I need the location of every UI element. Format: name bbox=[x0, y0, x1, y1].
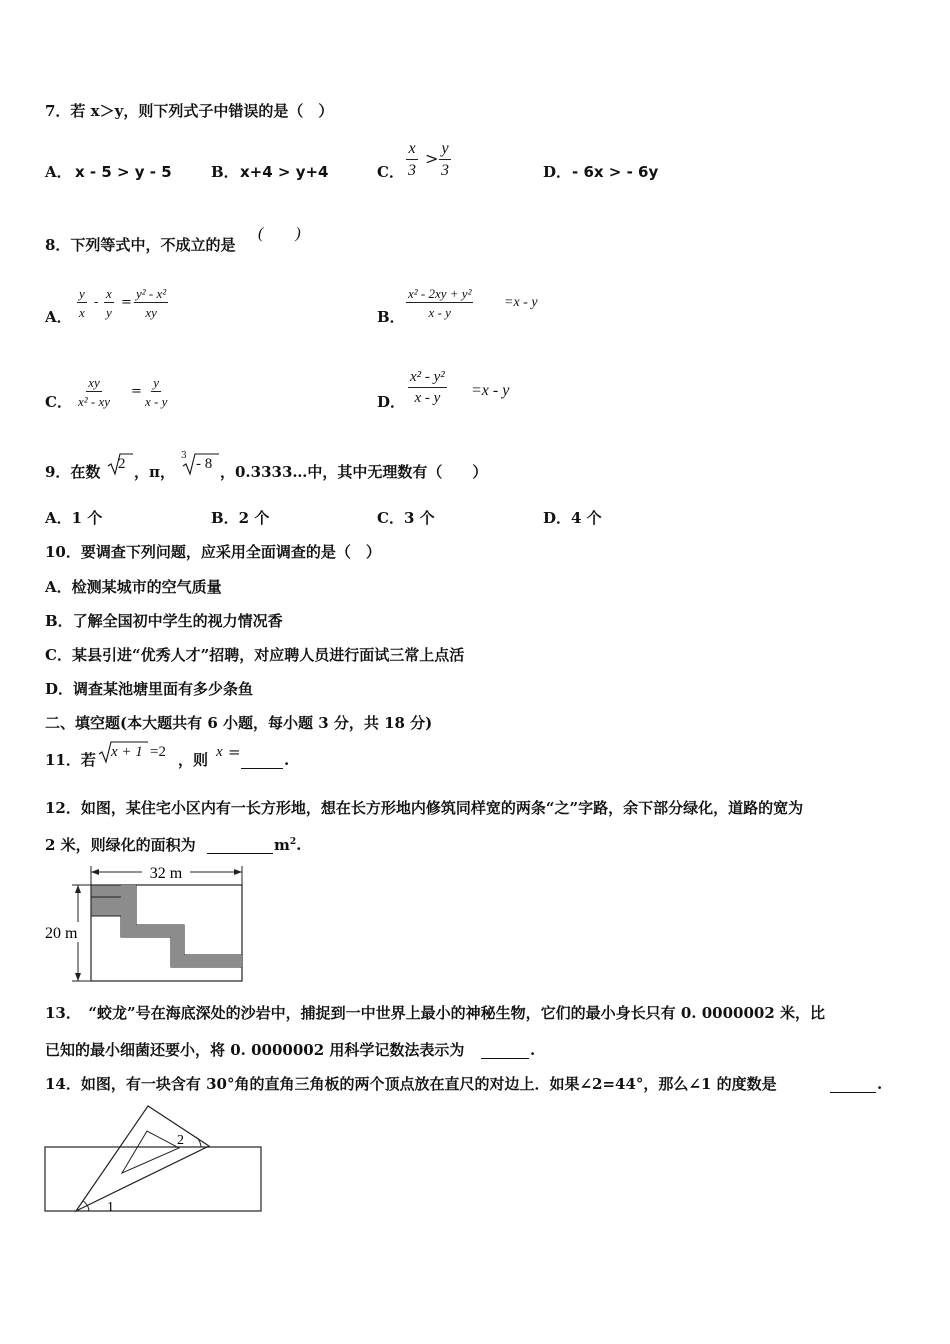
q7-c-fraction-2 bbox=[439, 141, 451, 179]
q11-eq: =2 bbox=[150, 744, 166, 760]
q12-unit bbox=[274, 838, 301, 853]
q9-pi: ，π， bbox=[134, 463, 175, 481]
q7-option-b: x+4 > y+4 bbox=[240, 163, 329, 181]
q14-stem: 14．如图，有一块含有 30°角的直角三角板的两个顶点放在直尺的对边上．如果∠2=44°，那么∠1 的度数是 bbox=[45, 1075, 777, 1093]
q9-sqrt2-radicand: 2 bbox=[118, 456, 126, 472]
q8-d-den: x - y bbox=[414, 390, 441, 406]
q8-a-frac3 bbox=[134, 287, 168, 319]
q13-line1: 13． “蛟龙”号在海底深处的沙岩中，捕捉到一中世界上最小的神秘生物，它们的最小身长只有 0. 0000002 米，比 bbox=[45, 1004, 826, 1022]
q11-x: x bbox=[216, 744, 223, 760]
q7-stem: 7．若 x＞y，则下列式子中错误的是（ ） bbox=[45, 102, 334, 120]
height-arrow-top bbox=[75, 885, 81, 893]
q12-figure bbox=[44, 864, 249, 986]
q8-paren: ( ) bbox=[258, 225, 301, 242]
q9-option-c: C．3 个 bbox=[377, 509, 435, 527]
q10-option-d: D．调查某池塘里面有多少条鱼 bbox=[45, 680, 254, 698]
q14-figure bbox=[44, 1104, 264, 1216]
height-label: 20 m bbox=[45, 925, 78, 942]
q7-c-op: > bbox=[425, 149, 439, 168]
q8-a-d3: xy bbox=[145, 305, 157, 320]
q12-line1: 12．如图，某住宅小区内有一长方形地，想在长方形地内修筑同样宽的两条“之”字路，余下部分绿化，道路的宽为 bbox=[45, 799, 804, 817]
q13-end: . bbox=[530, 1041, 536, 1059]
q10-option-c: C．某县引进“优秀人才”招聘，对应聘人员进行面试三常上点活 bbox=[45, 646, 465, 664]
q8-b-rhs: =x - y bbox=[504, 295, 538, 310]
q8-option-b-label: B． bbox=[377, 308, 405, 326]
q8-a-d1: x bbox=[79, 305, 85, 320]
q8-c-n2: y bbox=[153, 375, 160, 390]
q7-c-num1: x bbox=[406, 141, 417, 160]
q7-option-a-label: A． bbox=[45, 163, 72, 181]
q11-mid: ，则 bbox=[178, 751, 209, 769]
q8-a-n1: y bbox=[79, 286, 85, 301]
q8-a-frac2 bbox=[104, 287, 114, 319]
q8-c-d1: x² - xy bbox=[78, 394, 111, 409]
q8-stem: 8．下列等式中，不成立的是 bbox=[45, 236, 236, 254]
q8-a-d2: y bbox=[106, 305, 112, 320]
q7-option-c-label: C． bbox=[377, 163, 404, 181]
q8-d-num: x² - y² bbox=[408, 370, 447, 388]
q11-end: . bbox=[284, 751, 290, 769]
q9-prefix: 9．在数 bbox=[45, 463, 101, 481]
q8-a-frac1 bbox=[77, 287, 87, 319]
q12-answer-blank[interactable] bbox=[207, 838, 273, 854]
q8-c-frac1 bbox=[76, 376, 112, 408]
q13-answer-blank[interactable] bbox=[481, 1043, 529, 1059]
q9-option-d: D．4 个 bbox=[543, 509, 602, 527]
q8-c-frac2 bbox=[143, 376, 169, 408]
q7-option-a: x - 5 > y - 5 bbox=[75, 163, 172, 181]
q8-option-c-label: C． bbox=[45, 393, 72, 411]
q10-stem: 10．要调查下列问题，应采用全面调查的是（ ） bbox=[45, 543, 381, 561]
q7-c-den2: 3 bbox=[441, 162, 449, 179]
q12-line2: 2 米，则绿化的面积为 bbox=[45, 836, 196, 854]
q8-c-eq: = bbox=[131, 384, 142, 399]
q12-end: . bbox=[296, 836, 302, 854]
q8-a-n2: x bbox=[106, 286, 112, 301]
ruler bbox=[45, 1147, 261, 1211]
q11-radicand: x + 1 bbox=[111, 744, 143, 760]
q8-a-minus: - bbox=[94, 295, 99, 310]
q8-option-d-label: D． bbox=[377, 393, 406, 411]
q7-c-fraction-1 bbox=[406, 141, 418, 179]
width-arrow-right bbox=[234, 869, 242, 875]
q11-answer-blank[interactable] bbox=[241, 753, 283, 769]
q10-option-a: A．检测某城市的空气质量 bbox=[45, 578, 222, 596]
q13-line2: 已知的最小细菌还要小，将 0. 0000002 用科学记数法表示为 bbox=[45, 1041, 465, 1059]
q14-end: . bbox=[877, 1075, 883, 1093]
q9-cbrt-radicand: - 8 bbox=[196, 456, 213, 472]
q7-c-den1: 3 bbox=[408, 162, 416, 179]
width-arrow-left bbox=[91, 869, 99, 875]
q8-c-n1: xy bbox=[88, 375, 100, 390]
q8-c-d2: x - y bbox=[145, 394, 168, 409]
width-label: 32 m bbox=[149, 865, 183, 882]
q7-option-d-label: D． bbox=[543, 163, 572, 181]
q9-suffix: ，0.3333…中，其中无理数有（ ） bbox=[220, 463, 488, 481]
q12-unit-sup: 2 bbox=[289, 837, 297, 847]
q7-option-d: - 6x > - 6y bbox=[572, 163, 659, 181]
q8-option-a-label: A． bbox=[45, 308, 72, 326]
q12-unit-m: m bbox=[274, 836, 290, 854]
angle-2-label: 2 bbox=[177, 1133, 184, 1148]
q8-a-eq: = bbox=[121, 295, 132, 310]
q7-option-b-label: B． bbox=[211, 163, 239, 181]
q9-cbrt-index: 3 bbox=[181, 451, 187, 461]
q8-d-frac bbox=[408, 370, 447, 406]
q8-d-rhs: =x - y bbox=[471, 382, 510, 399]
q7-c-num2: y bbox=[439, 141, 450, 160]
section-2-heading: 二、填空题(本大题共有 6 小题，每小题 3 分，共 18 分) bbox=[45, 714, 433, 732]
q8-b-num: x² - 2xy + y² bbox=[408, 286, 472, 301]
q11-xeq: = bbox=[228, 743, 241, 761]
q9-option-a: A．1 个 bbox=[45, 509, 103, 527]
q10-option-b: B．了解全国初中学生的视力情况香 bbox=[45, 612, 283, 630]
q8-a-n3: y² - x² bbox=[136, 286, 167, 301]
angle-1-label: 1 bbox=[107, 1200, 114, 1215]
q9-option-b: B．2 个 bbox=[211, 509, 270, 527]
q8-b-frac bbox=[406, 287, 473, 319]
q11-prefix: 11．若 bbox=[45, 751, 96, 769]
q8-b-den: x - y bbox=[428, 305, 451, 320]
height-arrow-bottom bbox=[75, 973, 81, 981]
q14-answer-blank[interactable] bbox=[830, 1077, 876, 1093]
